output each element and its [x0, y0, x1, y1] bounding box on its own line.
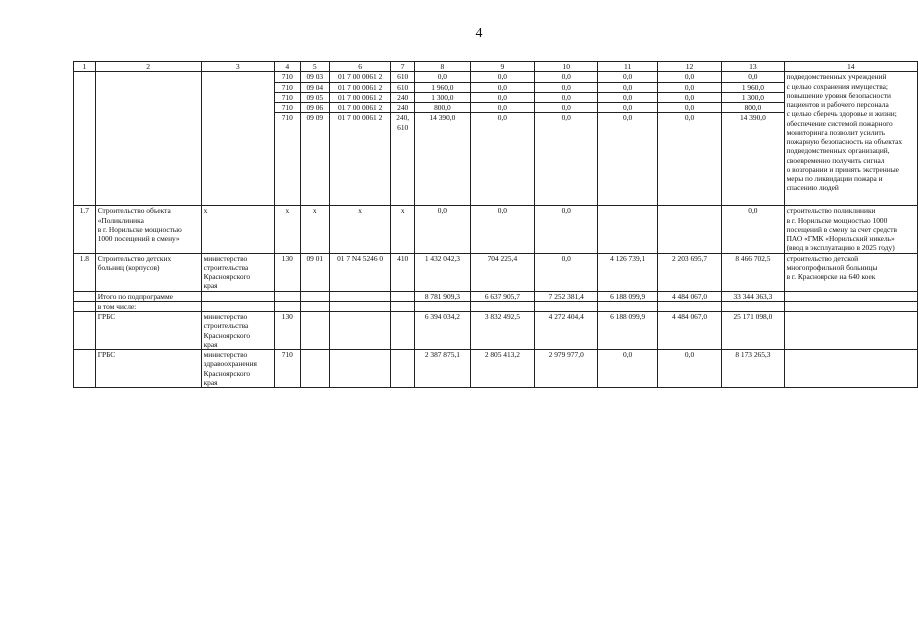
table-cell: 0,0: [657, 350, 721, 388]
table-cell: [391, 301, 415, 311]
table-cell: 0,0: [535, 72, 598, 82]
table-cell: 0,0: [598, 92, 658, 102]
table-cell: [391, 291, 415, 301]
description-cell: подведомственных учреждений с целью сохранения имущества; повышение уровня безопасности пациентов и рабочего персонала с целью сберечь здоровье и жизни; обеспечение системой пожарного мониторинга позволит усилить пожарную безопасность на объектах подведомственных организаций, своевременно получить сигнал о возгорании и принять экстренные меры по ликвидации пожара и спасению людей: [784, 72, 917, 206]
column-header: 2: [95, 62, 201, 72]
table-cell: 0,0: [535, 206, 598, 253]
table-cell: x: [391, 206, 415, 253]
table-cell: 2 805 413,2: [470, 350, 534, 388]
table-cell: 800,0: [722, 103, 784, 113]
column-header: 14: [784, 62, 917, 72]
table-cell: 09 04: [300, 82, 329, 92]
table-cell: 6 188 099,9: [598, 291, 658, 301]
column-header: 9: [470, 62, 534, 72]
table-cell: x: [300, 206, 329, 253]
table-row: [74, 72, 918, 82]
table-cell: 1 960,0: [415, 82, 471, 92]
table-cell: 1 960,0: [722, 82, 784, 92]
table-cell: [784, 350, 917, 388]
table-cell: [300, 312, 329, 350]
table-cell: 0,0: [415, 72, 471, 82]
table-cell: [415, 301, 471, 311]
table-cell: 6 188 099,9: [598, 312, 658, 350]
table-cell: 240: [391, 103, 415, 113]
table-cell: 8 173 265,3: [722, 350, 784, 388]
table-cell: [657, 301, 721, 311]
table-cell: 4 484 067,0: [657, 291, 721, 301]
table-cell: 0,0: [598, 113, 658, 206]
table-cell: x: [274, 206, 300, 253]
table-cell: x: [329, 206, 390, 253]
column-header: 12: [657, 62, 721, 72]
table-cell: [329, 312, 390, 350]
table-cell: 33 344 363,3: [722, 291, 784, 301]
table-cell: 14 390,0: [415, 113, 471, 206]
table-cell: 0,0: [598, 103, 658, 113]
table-cell: 610: [391, 82, 415, 92]
table-cell: 610: [391, 72, 415, 82]
table-cell: 4 126 739,1: [598, 253, 658, 291]
table-cell: 710: [274, 92, 300, 102]
table-cell: 0,0: [470, 113, 534, 206]
table-cell: 01 7 00 0061 2: [329, 82, 390, 92]
column-header: 5: [300, 62, 329, 72]
measure-name: Строительство детских больниц (корпусов): [95, 253, 201, 291]
table-cell: [74, 301, 96, 311]
table-cell: 0,0: [598, 82, 658, 92]
column-header: 1: [74, 62, 96, 72]
table-cell: 0,0: [722, 206, 784, 253]
table-cell: 410: [391, 253, 415, 291]
table-cell: [74, 312, 96, 350]
table-cell: 6 637 905,7: [470, 291, 534, 301]
table-cell: [201, 291, 274, 301]
table-cell: 130: [274, 312, 300, 350]
grbs-row: [74, 350, 918, 388]
column-header: 3: [201, 62, 274, 72]
table-cell: 01 7 00 0061 2: [329, 113, 390, 206]
table-cell: [201, 72, 274, 206]
column-header: 4: [274, 62, 300, 72]
table-cell: 0,0: [535, 92, 598, 102]
grbs-label: ГРБС: [95, 312, 201, 350]
table-cell: 800,0: [415, 103, 471, 113]
column-header: 6: [329, 62, 390, 72]
grbs-row: [74, 312, 918, 350]
table-cell: 0,0: [657, 82, 721, 92]
table-cell: 0,0: [470, 92, 534, 102]
table-cell: [784, 301, 917, 311]
table-cell: 710: [274, 103, 300, 113]
row-number: 1.8: [74, 253, 96, 291]
table-cell: 01 7 N4 5246 0: [329, 253, 390, 291]
table-cell: 4 484 067,0: [657, 312, 721, 350]
description-cell: строительство поликлиники в г. Норильске мощностью 1000 посещений в смену за счет средств ПАО «ГМК «Норильский никель» (ввод в эксплуатацию в 2025 году): [784, 206, 917, 253]
column-header: 11: [598, 62, 658, 72]
table-cell: 0,0: [598, 350, 658, 388]
table-cell: [274, 301, 300, 311]
table-cell: 0,0: [535, 113, 598, 206]
table-cell: [300, 291, 329, 301]
table-cell: 0,0: [657, 92, 721, 102]
table-cell: 3 832 492,5: [470, 312, 534, 350]
table-cell: 8 781 909,3: [415, 291, 471, 301]
table-cell: 0,0: [470, 103, 534, 113]
table-cell: [784, 312, 917, 350]
table-cell: 8 466 702,5: [722, 253, 784, 291]
table-cell: 0,0: [722, 72, 784, 82]
table-cell: [598, 301, 658, 311]
table-cell: [74, 291, 96, 301]
row-number: 1.7: [74, 206, 96, 253]
table-cell: 4 272 404,4: [535, 312, 598, 350]
including-row: [74, 301, 918, 311]
table-cell: 7 252 381,4: [535, 291, 598, 301]
table-cell: [535, 301, 598, 311]
table-cell: [74, 72, 96, 206]
table-cell: 1 432 042,3: [415, 253, 471, 291]
table-cell: 09 06: [300, 103, 329, 113]
table-cell: [201, 301, 274, 311]
table-cell: [470, 301, 534, 311]
responsible-cell: министерство строительства Красноярского края: [201, 253, 274, 291]
table-cell: 09 03: [300, 72, 329, 82]
table-cell: [329, 291, 390, 301]
table-cell: 0,0: [657, 103, 721, 113]
column-header: 13: [722, 62, 784, 72]
table-cell: 704 225,4: [470, 253, 534, 291]
table-cell: [722, 301, 784, 311]
description-cell: строительство детской многопрофильной больницы в г. Красноярске на 640 коек: [784, 253, 917, 291]
table-cell: 14 390,0: [722, 113, 784, 206]
table-cell: [95, 72, 201, 206]
table-cell: 0,0: [470, 206, 534, 253]
table-cell: 2 979 977,0: [535, 350, 598, 388]
table-cell: 1 300,0: [722, 92, 784, 102]
table-cell: 710: [274, 350, 300, 388]
total-row: [74, 291, 918, 301]
total-label: Итого по подпрограмме: [95, 291, 201, 301]
table-cell: [784, 291, 917, 301]
table-cell: 01 7 00 0061 2: [329, 103, 390, 113]
table-cell: 01 7 00 0061 2: [329, 72, 390, 82]
responsible-cell: министерство здравоохранения Красноярского края: [201, 350, 274, 388]
table-cell: [274, 291, 300, 301]
including-label: в том числе:: [95, 301, 201, 311]
table-cell: [329, 350, 390, 388]
table-cell: 0,0: [657, 113, 721, 206]
table-cell: 01 7 00 0061 2: [329, 92, 390, 102]
table-cell: [391, 312, 415, 350]
table-cell: 710: [274, 113, 300, 206]
table-cell: [391, 350, 415, 388]
table-cell: 240: [391, 92, 415, 102]
table-cell: [74, 350, 96, 388]
grbs-label: ГРБС: [95, 350, 201, 388]
table-cell: 0,0: [535, 82, 598, 92]
table-cell: [300, 301, 329, 311]
budget-table: [73, 61, 918, 388]
table-cell: 0,0: [535, 253, 598, 291]
measure-name: Строительство объекта «Поликлиника в г. Норильске мощностью 1000 посещений в смену»: [95, 206, 201, 253]
table-cell: 240, 610: [391, 113, 415, 206]
table-cell: 0,0: [470, 82, 534, 92]
table-cell: 0,0: [598, 72, 658, 82]
page-number: 4: [475, 26, 483, 41]
table-row: [74, 253, 918, 291]
table-cell: [657, 206, 721, 253]
table-cell: 1 300,0: [415, 92, 471, 102]
table-cell: 09 09: [300, 113, 329, 206]
table-cell: [329, 301, 390, 311]
column-header: 7: [391, 62, 415, 72]
table-cell: 710: [274, 72, 300, 82]
table-cell: 6 394 034,2: [415, 312, 471, 350]
table-cell: 0,0: [415, 206, 471, 253]
table-cell: x: [201, 206, 274, 253]
table-cell: 710: [274, 82, 300, 92]
table-cell: 130: [274, 253, 300, 291]
table-cell: 0,0: [535, 103, 598, 113]
table-cell: 09 01: [300, 253, 329, 291]
header-row: [74, 62, 918, 72]
column-header: 8: [415, 62, 471, 72]
table-cell: 0,0: [657, 72, 721, 82]
table-cell: [300, 350, 329, 388]
table-cell: 2 387 875,1: [415, 350, 471, 388]
column-header: 10: [535, 62, 598, 72]
responsible-cell: министерство строительства Красноярского края: [201, 312, 274, 350]
table-cell: 25 171 098,0: [722, 312, 784, 350]
table-cell: 09 05: [300, 92, 329, 102]
table-row: [74, 206, 918, 253]
table-cell: [598, 206, 658, 253]
table-cell: 0,0: [470, 72, 534, 82]
table-cell: 2 203 695,7: [657, 253, 721, 291]
